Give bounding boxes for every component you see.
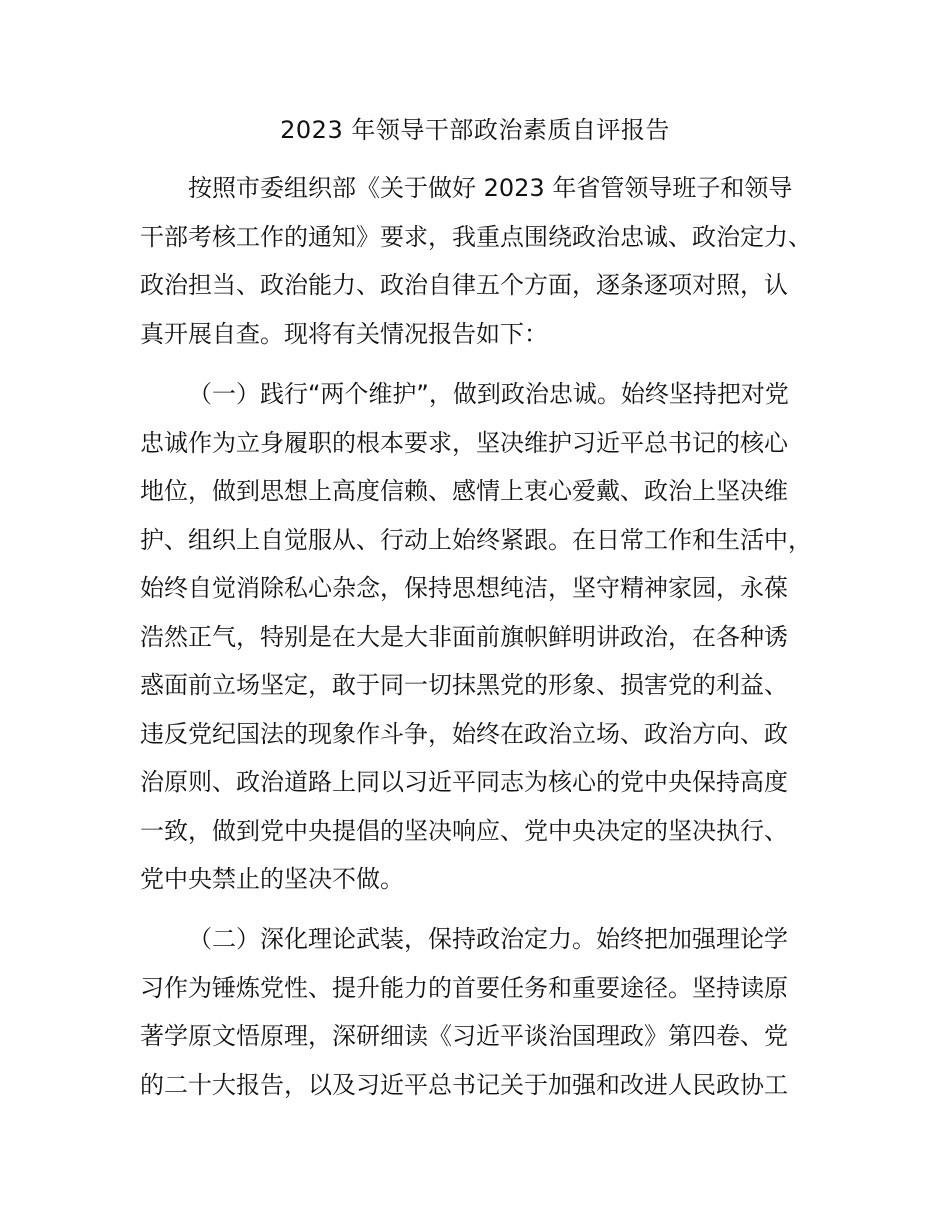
paragraph-section-2 bbox=[140, 915, 840, 1109]
text-line: 始终自觉消除私心杂念，保持思想纯洁，坚守精神家园，永葆 bbox=[140, 574, 788, 602]
text-line: 干部考核工作的通知》要求，我重点围绕政治忠诚、政治定力、 bbox=[140, 222, 812, 251]
text-line: 治原则、政治道路上同以习近平同志为核心的党中央保持高度 bbox=[140, 768, 788, 796]
text-line: （一）践行“两个维护”，做到政治忠诚。始终坚持把对党 bbox=[188, 380, 789, 408]
text-line: 一致，做到党中央提倡的坚决响应、党中央决定的坚决执行、 bbox=[140, 816, 788, 845]
text-line: 按照市委组织部《关于做好 2023 年省管领导班子和领导 bbox=[188, 174, 793, 202]
text-line: 党中央禁止的坚决不做。 bbox=[140, 865, 404, 893]
paragraph-intro bbox=[140, 164, 840, 358]
text-line: （二）深化理论武装，保持政治定力。始终把加强理论学 bbox=[188, 925, 788, 953]
text-line: 违反党纪国法的现象作斗争，始终在政治立场、政治方向、政 bbox=[140, 719, 788, 748]
text-line: 著学原文悟原理，深研细读《习近平谈治国理政》第四卷、党 bbox=[140, 1022, 788, 1050]
document-title: 2023 年领导干部政治素质自评报告 bbox=[280, 116, 670, 144]
text-line: 真开展自查。现将有关情况报告如下： bbox=[140, 319, 548, 348]
text-line: 习作为锤炼党性、提升能力的首要任务和重要途径。坚持读原 bbox=[140, 973, 788, 1002]
text-line: 惑面前立场坚定，敢于同一切抹黑党的形象、损害党的利益、 bbox=[140, 671, 788, 699]
text-line: 的二十大报告，以及习近平总书记关于加强和改进人民政协工 bbox=[140, 1070, 788, 1099]
text-line: 忠诚作为立身履职的根本要求，坚决维护习近平总书记的核心 bbox=[140, 428, 788, 457]
text-line: 浩然正气，特别是在大是大非面前旗帜鲜明讲政治，在各种诱 bbox=[140, 622, 788, 651]
text-line: 护、组织上自觉服从、行动上始终紧跟。在日常工作和生活中， bbox=[140, 525, 812, 554]
text-line: 地位，做到思想上高度信赖、感情上衷心爱戴、政治上坚决维 bbox=[140, 477, 788, 505]
text-line: 政治担当、政治能力、政治自律五个方面，逐条逐项对照，认 bbox=[140, 271, 788, 299]
paragraph-section-1 bbox=[140, 370, 840, 904]
